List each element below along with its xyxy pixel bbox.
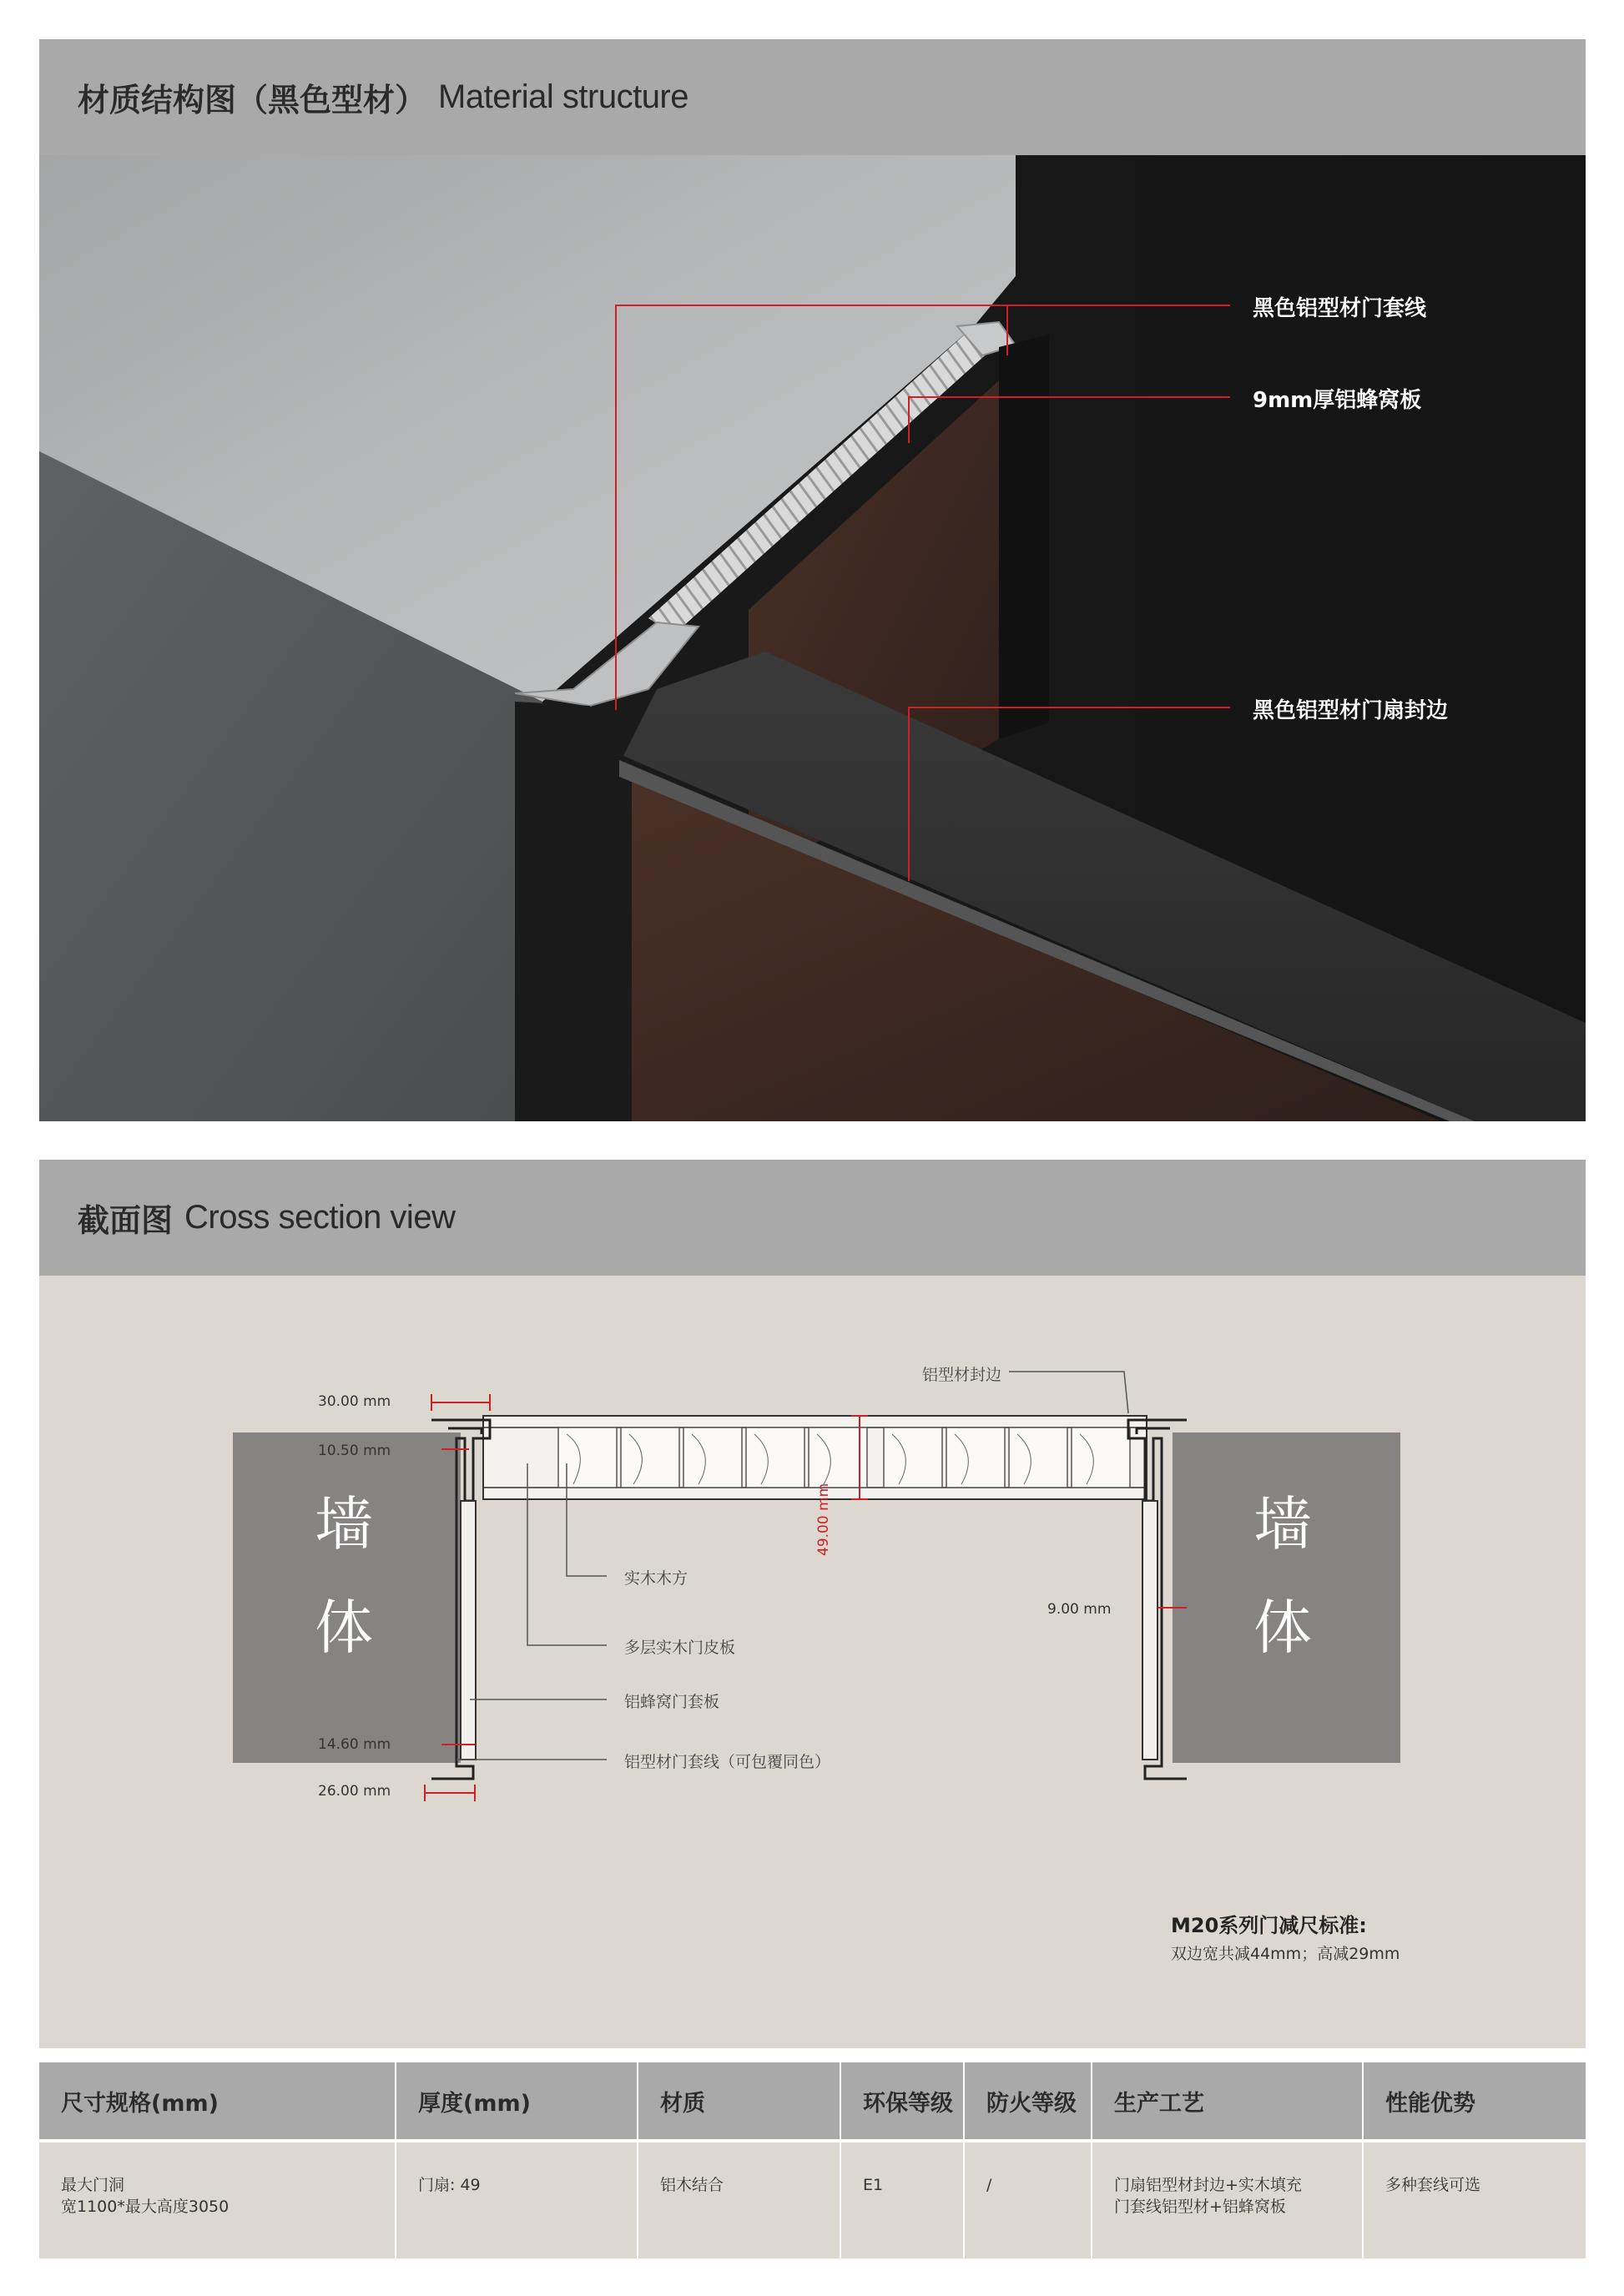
cell-material: 铝木结合	[638, 2141, 840, 2258]
header-eco-grade: 环保等级	[840, 2062, 964, 2141]
header-size: 尺寸规格(mm)	[39, 2062, 396, 2141]
dim-30: 30.00 mm	[318, 1393, 391, 1410]
title-zh: 材质结构图（黑色型材）	[78, 82, 427, 118]
frame-post-left	[515, 702, 590, 1121]
wood-block-cells	[558, 1427, 1130, 1488]
dim-49: 49.00 mm	[815, 1483, 832, 1556]
wall-left-char-2: 体	[315, 1594, 373, 1662]
header-fire-grade: 防火等级	[964, 2062, 1092, 2141]
header-advantage: 性能优势	[1363, 2062, 1586, 2141]
section-header-cross-section	[39, 1160, 1586, 1276]
wall-left-char-1: 墙	[315, 1490, 373, 1558]
reduction-note-title: M20系列门减尺标准:	[1171, 1914, 1367, 1937]
cell-thickness: 门扇: 49	[396, 2141, 638, 2258]
label-honeycomb: 铝蜂窝门套板	[624, 1693, 720, 1711]
callout-frame-trim: 黑色铝型材门套线	[1253, 296, 1427, 321]
material-structure-render	[39, 155, 1586, 1121]
wall-right-char-1: 墙	[1253, 1490, 1312, 1558]
title-en: Material structure	[438, 78, 688, 115]
table-header-row	[39, 2062, 1586, 2141]
title-en: Cross section view	[184, 1199, 456, 1236]
label-frame-trim: 铝型材门套线（可包覆同色）	[624, 1753, 831, 1771]
label-door-skin: 多层实木门皮板	[624, 1639, 736, 1657]
spec-table-grid	[39, 2062, 1586, 2258]
dim-14-6: 14.60 mm	[318, 1736, 391, 1753]
section-title	[78, 39, 688, 155]
cell-fire-grade: /	[964, 2141, 1092, 2258]
dim-10-5: 10.50 mm	[318, 1443, 391, 1459]
cell-process: 门扇铝型材封边+实木填充 门套线铝型材+铝蜂窝板	[1092, 2141, 1363, 2258]
title-zh: 截面图	[78, 1202, 174, 1239]
callout-honeycomb: 9mm厚铝蜂窝板	[1253, 388, 1422, 413]
frame-profile-left	[431, 1420, 490, 1779]
label-solid-wood: 实木木方	[624, 1569, 688, 1588]
table-row	[39, 2141, 1586, 2258]
cross-section-panel	[39, 1276, 1586, 2048]
section-header-material	[39, 39, 1586, 155]
cell-eco-grade: E1	[840, 2141, 964, 2258]
dim-9: 9.00 mm	[1047, 1601, 1112, 1618]
section-title	[78, 1160, 455, 1276]
dim-26: 26.00 mm	[318, 1783, 391, 1800]
header-material: 材质	[638, 2062, 840, 2141]
reduction-note-body: 双边宽共减44mm；高减29mm	[1171, 1945, 1400, 1963]
cell-size: 最大门洞 宽1100*最大高度3050	[39, 2141, 396, 2258]
wall-right-char-2: 体	[1253, 1594, 1312, 1662]
header-process: 生产工艺	[1092, 2062, 1363, 2141]
header-thickness: 厚度(mm)	[396, 2062, 638, 2141]
callout-door-edge: 黑色铝型材门扇封边	[1253, 698, 1449, 723]
label-edge-profile: 铝型材封边	[922, 1366, 1002, 1384]
spec-table	[39, 2062, 1586, 2258]
cell-advantage: 多种套线可选	[1363, 2141, 1586, 2258]
frame-post-right	[999, 335, 1049, 739]
